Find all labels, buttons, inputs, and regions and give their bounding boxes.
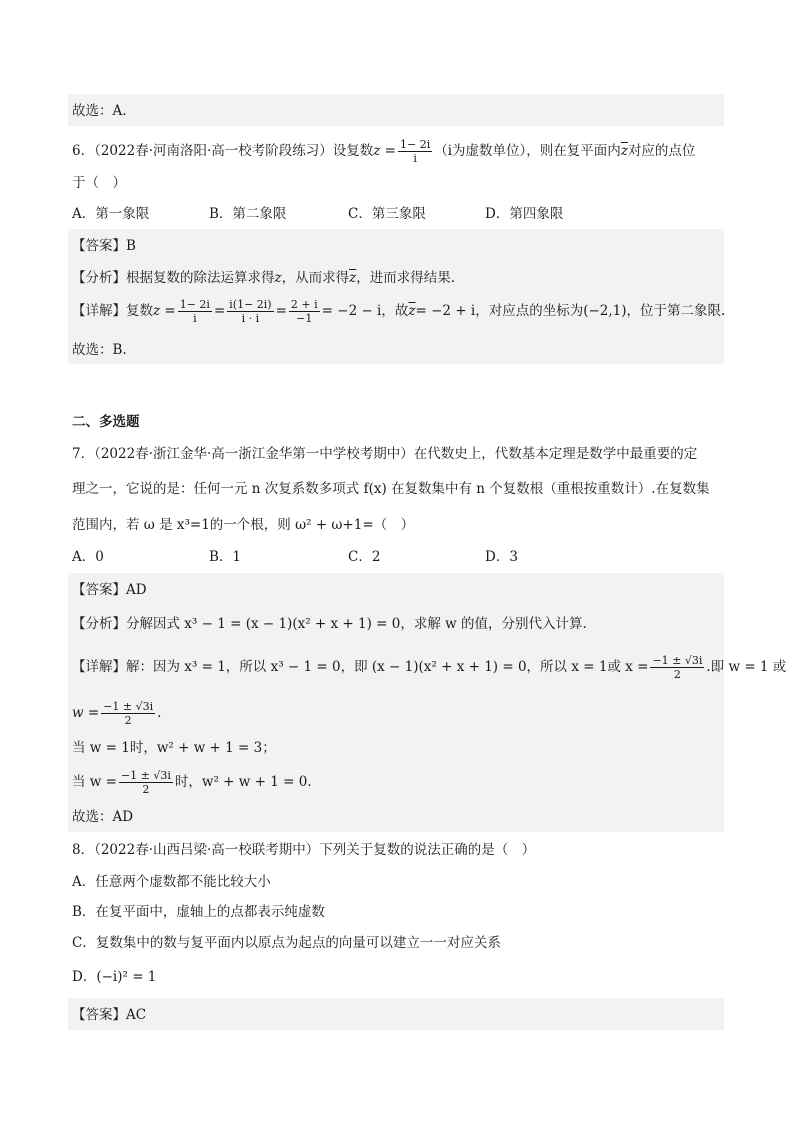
q7-detail-line1: 【详解】解：因为 x³ = 1，所以 x³ − 1 = 0，即 (x − 1)(x² + x + 1) = 0，所以 x = 1或 x = $\frac{-1 \pm √3i}{2}$ .即 w = 1 或 (72, 654, 787, 681)
q6-answer: 【答案】B (72, 238, 136, 254)
q8-option-a: A．任意两个虚数都不能比较大小 (72, 874, 271, 890)
q8-option-b: B．在复平面中，虚轴上的点都表示纯虚数 (72, 904, 325, 920)
q5-conclusion: 故选：A. (72, 103, 127, 119)
q7-detail-line2: w = $\frac{-1 \pm √3i}{2}$ . (72, 700, 162, 727)
q8-answer: 【答案】AC (72, 1007, 147, 1023)
q7-option-d: D．3 (485, 549, 518, 565)
section-heading: 二、多选题 (72, 414, 140, 430)
q6-stem-line2: 于（ ） (72, 175, 126, 191)
q8-answer-band (68, 998, 724, 1030)
q6-option-d: D．第四象限 (485, 206, 564, 222)
q6-detail: 【详解】复数z = $\frac{1- 2i}{i}$ = $\frac{i(1- 2i)}{i \cdot i}$ = $\frac{2 + i}{-1}$ = −2 − i，故$\overline{z}= -2 + i$，对应点的坐标为(−2,1)，位于第二象限. (72, 298, 726, 325)
q6-fraction: $\frac{1- 2i}{i}$ (400, 138, 431, 165)
q7-conclusion: 故选：AD (72, 809, 134, 825)
q6-option-b: B．第二象限 (209, 206, 287, 222)
q6-stem-line1: 6．（2022春·河南洛阳·高一校考阶段练习）设复数z = $\frac{1- 2i}{i}$ （i为虚数单位），则在复平面内$\overline{z}$对应的点位 (72, 138, 696, 165)
q8-stem: 8．（2022春·山西吕梁·高一校联考期中）下列关于复数的说法正确的是（ ） (72, 842, 536, 858)
q8-option-d: D．(−i)² = 1 (72, 969, 157, 985)
q8-option-c: C．复数集中的数与复平面内以原点为起点的向量可以建立一一对应关系 (72, 935, 501, 951)
q7-case1: 当 w = 1时，w² + w + 1 = 3； (72, 740, 276, 756)
q7-option-c: C．2 (348, 549, 381, 565)
q6-option-a: A．第一象限 (72, 206, 150, 222)
q7-option-b: B．1 (209, 549, 242, 565)
q6-analysis: 【分析】根据复数的除法运算求得z，从而求得$\overline{z}$，进而求得结果. (72, 270, 456, 286)
q7-option-a: A．0 (72, 549, 104, 565)
q7-answer: 【答案】AD (72, 582, 147, 598)
q5-answer-band (68, 94, 724, 126)
q6-conclusion: 故选：B. (72, 342, 127, 358)
q7-analysis: 【分析】分解因式 x³ − 1 = (x − 1)(x² + x + 1) = 0，求解 w 的值，分别代入计算. (72, 616, 587, 632)
q7-stem-line2: 理之一，它说的是：任何一元 n 次复系数多项式 f(x) 在复数集中有 n 个复数根（重根按重数计）.在复数集 (72, 481, 710, 497)
q7-case2: 当 w = $\frac{-1 \pm √3i}{2}$ 时，w² + w + 1 = 0. (72, 769, 312, 796)
q7-stem-line3: 范围内，若 ω 是 x³=1的一个根，则 ω² + ω+1=（ ） (72, 517, 415, 533)
q7-stem-line1: 7．（2022春·浙江金华·高一浙江金华第一中学校考期中）在代数史上，代数基本定理是数学中最重要的定 (72, 446, 698, 462)
q6-option-c: C．第三象限 (348, 206, 426, 222)
